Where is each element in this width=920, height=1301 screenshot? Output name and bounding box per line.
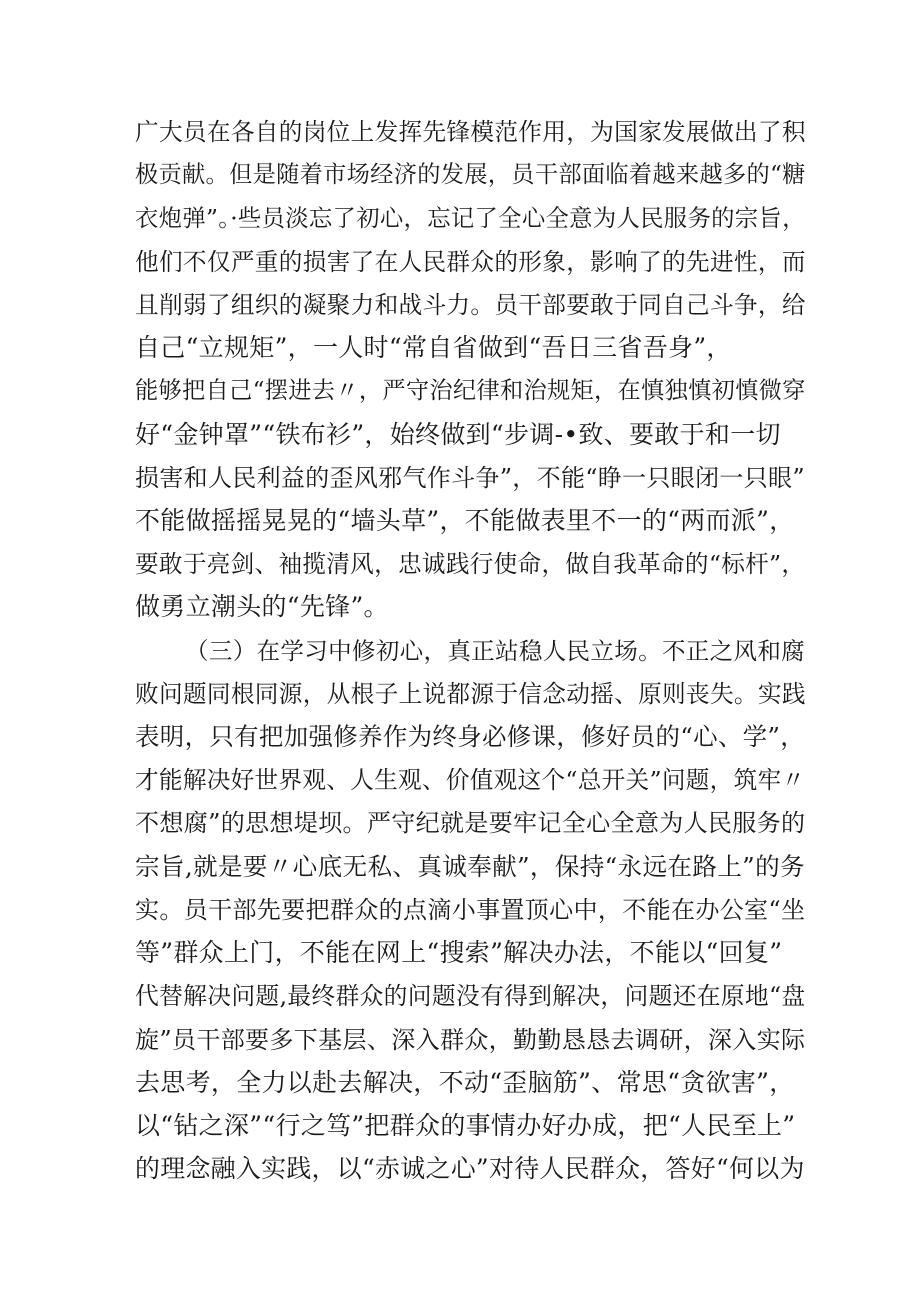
- text-line: 好“金钟罩”“铁布衫”，始终做到“步调-•致、要敢于和一切: [135, 420, 781, 449]
- text-line: 才能解决好世界观、人生观、价值观这个“总开关”问题，筑牢〃: [135, 766, 806, 794]
- text-line: 败问题同根同源，从根子上说都源于信念动摇、原则丧失。实践: [135, 680, 806, 708]
- text-line: 不想腐”的思想堤坝。严守纪就是要牢记全心全意为人民服务的: [135, 809, 806, 837]
- text-line: 他们不仅严重的损害了在人民群众的形象，影响了的先进性，而: [135, 248, 806, 276]
- text-line: 实。员干部先要把群众的点滴小事置顶心中，不能在办公室“坐: [135, 896, 806, 924]
- text-line: 损害和人民利益的歪风邪气作斗争”，不能“睁一只眼闭一只眼”: [135, 464, 805, 492]
- text-line: 衣炮弹”。·些员淡忘了初心，忘记了全心全意为人民服务的宗旨，: [135, 204, 806, 232]
- text-line: 要敢于亮剑、袖揽清风，忠诚践行使命，做自我革命的“标杆”，: [135, 550, 806, 578]
- section-heading-line: （三）在学习中修初心，真正站稳人民立场。不正之风和腐: [185, 637, 806, 665]
- text-line: 且削弱了组织的凝聚力和战斗力。员干部要敢于同自己斗争，给: [135, 291, 806, 319]
- text-line: 广大员在各自的岗位上发挥先锋模范作用，为国家发展做出了积: [135, 118, 806, 146]
- text-line: 等”群众上门，不能在网上“搜索”解决办法，不能以“回复”: [135, 938, 783, 967]
- text-line: 宗旨,就是要〃心底无私、真诚奉献”，保持“永远在路上”的务: [135, 852, 805, 881]
- text-line: 表明，只有把加强修养作为终身必修课，修好员的“心、学”，: [135, 722, 806, 751]
- text-line: 去思考，全力以赴去解决，不动“歪脑筋”、常思“贪欲害”，: [135, 1068, 795, 1097]
- text-line: 做勇立潮头的“先锋”。: [135, 592, 389, 621]
- text-line: 能够把自己“摆进去〃，严守治纪律和治规矩，在慎独慎初慎微穿: [135, 377, 806, 404]
- text-line: 不能做摇摇晃晃的“墙头草”，不能做表里不一的“两而派”，: [135, 506, 795, 535]
- text-line: 代替解决问题,最终群众的问题没有得到解决，问题还在原地“盘: [135, 982, 806, 1010]
- text-line: 的理念融入实践，以“赤诚之心”对待人民群众，答好“何以为: [135, 1154, 805, 1183]
- text-line: 自己“立规矩”，一人时“常自省做到“吾日三省吾身”，: [135, 333, 732, 362]
- text-line: 以“钻之深”“行之笃”把群众的事情办好办成，把“人民至上”: [135, 1111, 796, 1140]
- text-line: 旋”员干部要多下基层、深入群众，勤勤恳恳去调研，深入实际: [135, 1026, 806, 1054]
- text-line: 极贡献。但是随着市场经济的发展，员干部面临着越来越多的“糖: [135, 161, 806, 188]
